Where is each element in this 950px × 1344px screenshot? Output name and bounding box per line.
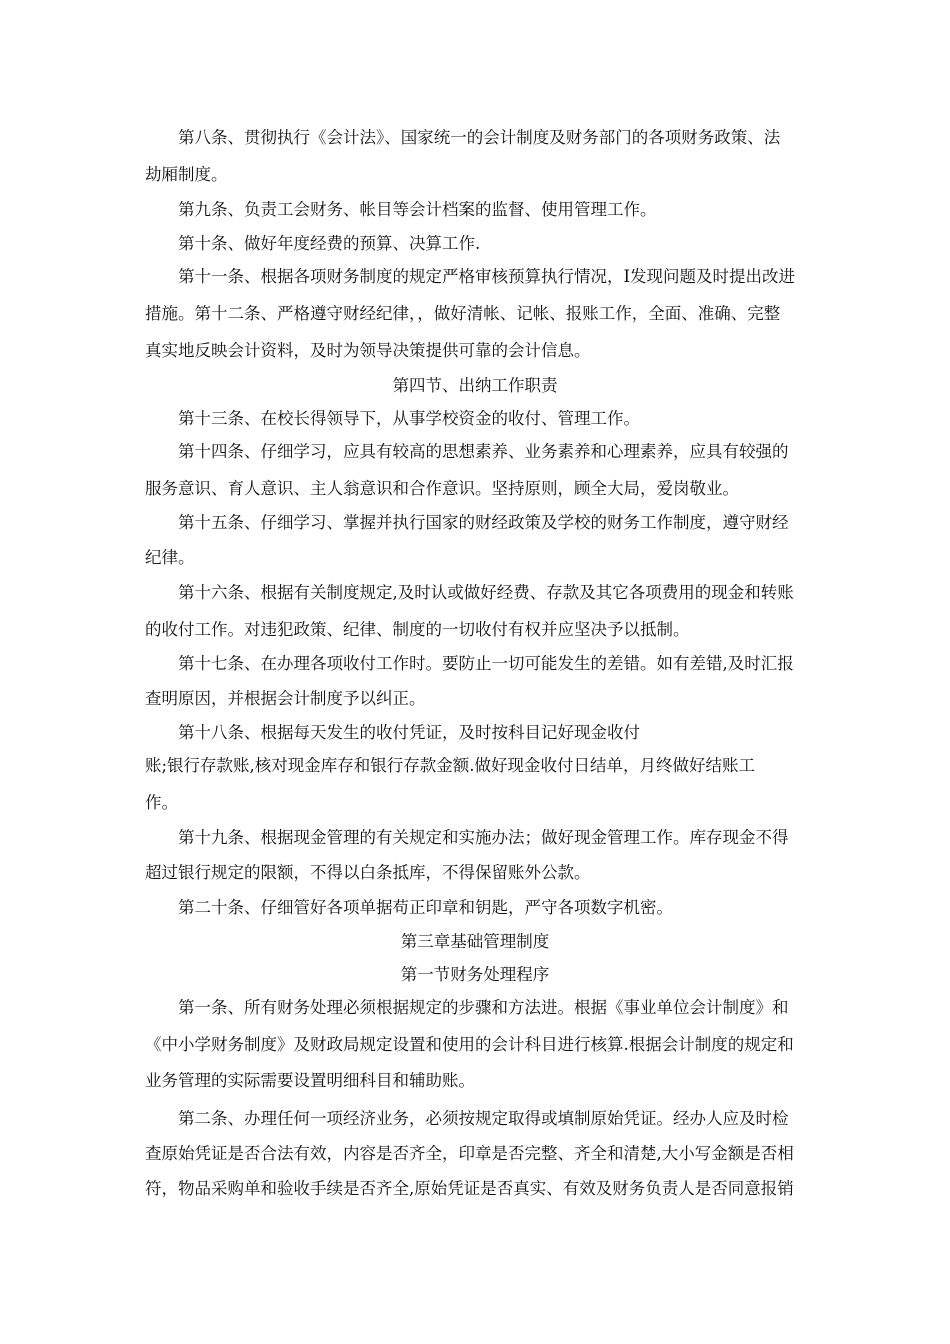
article-9-line: 第九条、负责工会财务、帐目等会计档案的监督、使用管理工作。 (178, 200, 657, 219)
article-16-line-1: 第十六条、根据有关制度规定,及时认或做好经费、存款及其它各项费用的现金和转账 (178, 583, 794, 602)
article-18-line-1: 第十八条、根据每天发生的收付凭证，及时按科目记好现金收付 (178, 723, 640, 742)
article-2-line-3: 符，物品采购单和验收手续是否齐全,原始凭证是否真实、有效及财务负责人是否同意报销 (145, 1179, 794, 1198)
article-18-line-3: 作。 (145, 793, 178, 812)
article-15-line-1: 第十五条、仔细学习、掌握并执行国家的财经政策及学校的财务工作制度，遵守财经 (178, 513, 789, 532)
article-14-line-2: 服务意识、育人意识、主人翁意识和合作意识。坚持原则，顾全大局，爱岗敬业。 (145, 479, 739, 498)
article-16-line-2: 的收付工作。对违犯政策、纪律、制度的一切收付有权并应坚决予以抵制。 (145, 620, 690, 639)
article-11-line-2: 措施。第十二条、严格遵守财经纪律，，做好清帐、记帐、报账工作，全面、准确、完整 (145, 304, 781, 323)
article-13-line: 第十三条、在校长得领导下，从事学校资金的收付、管理工作。 (178, 409, 640, 428)
article-8-line-1: 第八条、贯彻执行《会计法》、国家统一的会计制度及财务部门的各项财务政策、法 (178, 128, 781, 147)
article-20-line: 第二十条、仔细管好各项单据苟正印章和钥匙，严守各项数字机密。 (178, 898, 673, 917)
article-12-line: 真实地反映会计资料，及时为领导决策提供可靠的会计信息。 (145, 341, 591, 360)
article-1-line-1: 第一条、所有财务处理必须根据规定的步骤和方法进。根据《事业单位会计制度》和 (178, 998, 789, 1017)
section-heading-cashier-duties: 第四节、出纳工作职责 (392, 376, 558, 395)
article-2-line-2: 查原始凭证是否合法有效，内容是否齐全，印章是否完整、齐全和清楚,大小写金额是否相 (145, 1144, 794, 1163)
article-18-line-2: 账;银行存款账,核对现金库存和银行存款金额.做好现金收付日结单，月终做好结账工 (145, 756, 756, 775)
article-2-line-1: 第二条、办理任何一项经济业务，必须按规定取得或填制原始凭证。经办人应及时检 (178, 1109, 789, 1128)
article-19-line-1: 第十九条、根据现金管理的有关规定和实施办法；做好现金管理工作。库存现金不得 (178, 828, 789, 847)
article-10-line: 第十条、做好年度经费的预算、决算工作. (178, 234, 481, 253)
article-17-line-2: 查明原因，并根据会计制度予以纠正。 (145, 689, 426, 708)
article-1-line-3: 业务管理的实际需要设置明细科目和辅助账。 (145, 1071, 475, 1090)
section-heading-procedures: 第一节财务处理程序 (400, 965, 550, 984)
article-15-line-2: 纪律。 (145, 548, 195, 567)
article-17-line-1: 第十七条、在办理各项收付工作时。要防止一切可能发生的差错。如有差错,及时汇报 (178, 654, 794, 673)
article-8-line-2: 劫厢制度。 (145, 165, 228, 184)
article-1-line-2: 《中小学财务制度》及财政局规定设置和使用的会计科目进行核算.根据会计制度的规定和 (145, 1035, 794, 1054)
chapter-heading-basic-management: 第三章基础管理制度 (400, 932, 550, 951)
article-14-line-1: 第十四条、仔细学习，应具有较高的思想素养、业务素养和心理素养，应具有较强的 (178, 442, 789, 461)
article-19-line-2: 超过银行规定的限额，不得以白条抵库，不得保留账外公款。 (145, 863, 591, 882)
article-11-line-1: 第十一条、根据各项财务制度的规定严格审核预算执行情况，I发现问题及时提出改进 (178, 267, 796, 286)
